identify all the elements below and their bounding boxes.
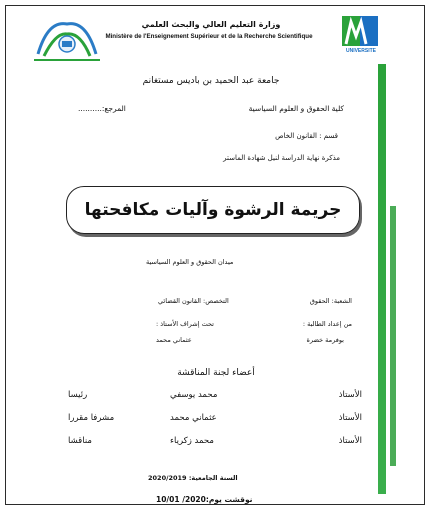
academic-year: السنة الجامعية: 2020/2019 (148, 474, 238, 482)
committee-member-role: رئيسا (68, 390, 88, 400)
reference-field: المرجع:.......... (78, 104, 126, 113)
decorative-green-bar (378, 64, 386, 494)
branch-label: الشعبة: الحقوق (309, 297, 352, 305)
university-name: جامعة عبد الحميد بن باديس مستغانم (142, 76, 280, 86)
defense-date: نوقشت يوم:2020/ 10/01 (156, 495, 253, 504)
committee-member-role: مناقشا (68, 436, 92, 446)
department-name: قسم : القانون الخاص (275, 132, 338, 140)
committee-member-title: الأستاذ (338, 390, 362, 400)
thesis-title: جريمة الرشوة وآليات مكافحتها (66, 186, 360, 234)
committee-member-title: الأستاذ (338, 413, 362, 423)
university-logo-text: UNIVERSITE (345, 48, 376, 54)
committee-member-title: الأستاذ (338, 436, 362, 446)
committee-member-name: عثماني محمد (170, 413, 217, 423)
committee-title: أعضاء لجنة المناقشة (177, 368, 255, 378)
prepared-by-label: من إعداد الطالبة : (302, 320, 352, 328)
supervisor-name: عثماني محمد (156, 336, 192, 344)
field-of-study: ميدان الحقوق و العلوم السياسية (146, 258, 234, 266)
committee-member-name: محمد زكرياء (170, 436, 214, 446)
supervisor-label: تحت إشراف الأستاذ : (156, 320, 214, 328)
university-logo-icon (338, 14, 384, 62)
committee-member-role: مشرفا مقررا (68, 413, 115, 423)
memo-description: مذكرة نهاية الدراسة لنيل شهادة الماستر (223, 154, 340, 162)
ministry-name-french: Ministère de l'Enseignement Supérieur et de la Recherche Scientifique (105, 33, 313, 40)
ministry-name-arabic: وزارة التعليم العالي والبحث العلمي (141, 20, 281, 29)
faculty-name: كلية الحقوق و العلوم السياسية (248, 104, 344, 113)
thesis-cover-page (5, 5, 425, 505)
ministry-emblem-icon (28, 14, 106, 66)
specialization-label: التخصص: القانون القضائي (158, 297, 229, 305)
committee-member-name: محمد يوسفي (170, 390, 218, 400)
student-name: بوفرمة خضرة (306, 336, 344, 344)
decorative-green-bar-secondary (390, 206, 396, 466)
